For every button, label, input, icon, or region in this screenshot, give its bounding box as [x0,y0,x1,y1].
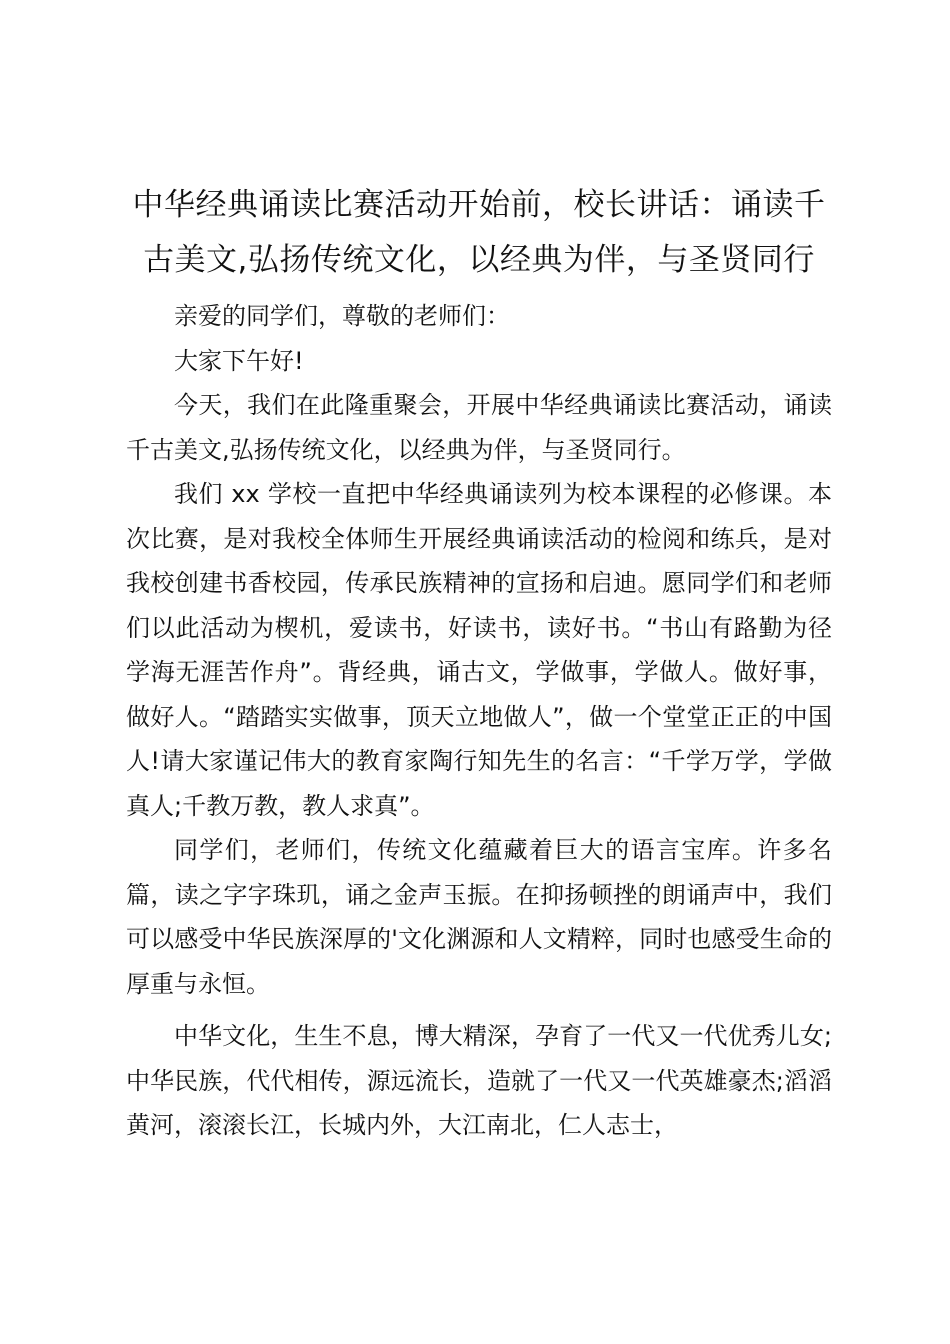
document-body [126,294,832,1148]
paragraph-salutation: 大家下午好! [174,346,304,375]
paragraph-greeting: 亲爱的同学们，尊敬的老师们： [174,302,510,330]
paragraph-opening: 今天，我们在此隆重聚会，开展中华经典诵读比赛活动，诵读千古美文,弘扬传统文化，以经典为伴，与圣贤同行。 [126,391,832,464]
paragraph-school: 我们 xx 学校一直把中华经典诵读列为校本课程的必修课。本次比赛，是对我校全体师生开展经典诵读活动的检阅和练兵，是对我校创建书香校园，传承民族精神的宣扬和启迪。愿同学们和老师们以此活动为楔机，爱读书，好读书，读好书。“书山有路勤为径学海无涯苦作舟”。背经典，诵古文，学做事，学做人。做好事，做好人。“踏踏实实做事，顶天立地做人”，做一个堂堂正正的中国人!请大家谨记伟大的教育家陶行知先生的名言：“千学万学，学做真人;千教万教，教人求真”。 [126,480,832,820]
document-page [126,178,832,1148]
document-title: 中华经典诵读比赛活动开始前，校长讲话：诵读千古美文,弘扬传统文化，以经典为伴，与圣贤同行 [132,187,826,278]
paragraph-culture: 中华文化，生生不息，博大精深，孕育了一代又一代优秀儿女;中华民族，代代相传，源远流长，造就了一代又一代英雄豪杰;滔滔黄河，滚滚长江，长城内外，大江南北，仁人志士， [126,1022,832,1139]
paragraph-tradition: 同学们，老师们，传统文化蕴藏着巨大的语言宝库。许多名篇，读之字字珠玑，诵之金声玉振。在抑扬顿挫的朗诵声中，我们可以感受中华民族深厚的'文化渊源和人文精粹，同时也感受生命的厚重与永恒。 [126,836,832,998]
